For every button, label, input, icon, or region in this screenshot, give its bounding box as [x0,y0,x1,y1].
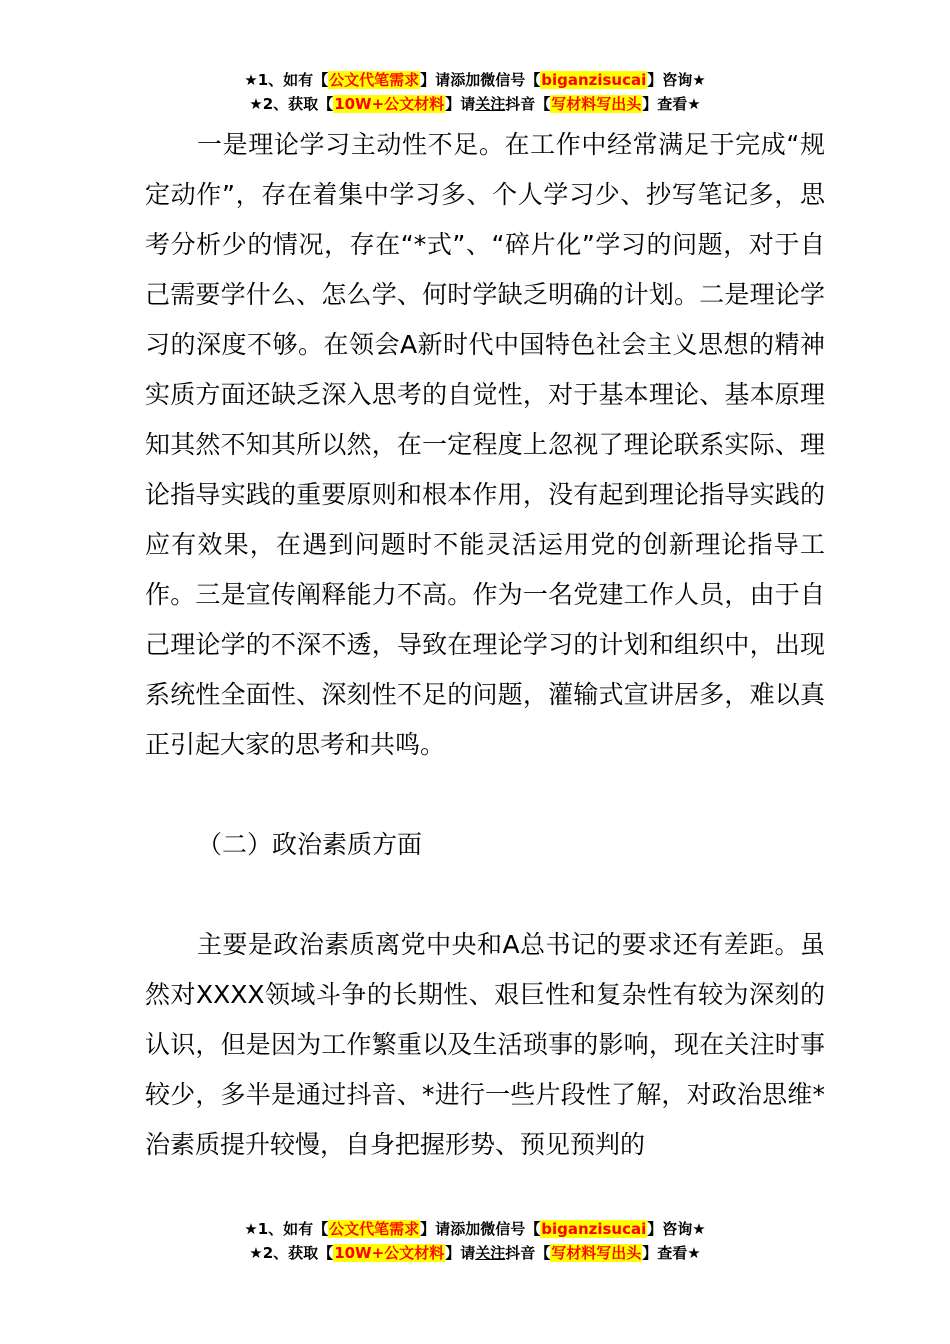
banner-text: 抖音【 [505,95,551,113]
banner-emphasis: 添加 [450,71,481,89]
banner-line-2 [0,92,950,116]
banner-line-1 [0,1217,950,1241]
banner-text: 微信号【 [480,1220,541,1238]
section-heading: （二）政治素质方面 [197,830,423,859]
banner-text: 】查看★ [642,95,701,113]
banner-text: 抖音【 [505,1244,551,1262]
banner-emphasis: 关注 [475,95,506,113]
document-body [145,120,825,1170]
banner-highlight: 公文代笔需求 [329,1220,420,1238]
banner-text: 】咨询★ [647,71,706,89]
header-banner [0,68,950,116]
banner-text: 】请 [445,95,476,113]
body-paragraph-1: 一是理论学习主动性不足。在工作中经常满足于完成“规定动作”，存在着集中学习多、个人学习少、抄写笔记多，思考分析少的情况，存在“*式”、“碎片化”学习的问题，对于自己需要学什么、怎么学、何时学缺乏明确的计划。二是理论学习的深度不够。在领会A新时代中国特色社会主义思想的精神实质方面还缺乏深入思考的自觉性，对于基本理论、基本原理知其然不知其所以然，在一定程度上忽视了理论联系实际、理论指导实践的重要原则和根本作用，没有起到理论指导实践的应有效果，在遇到问题时不能灵活运用党的创新理论指导工作。三是宣传阐释能力不高。作为一名党建工作人员，由于自己理论学的不深不透，导致在理论学习的计划和组织中，出现系统性全面性、深刻性不足的问题，灌输式宣讲居多，难以真正引起大家的思考和共鸣。 [145,130,825,759]
banner-text: 微信号【 [480,71,541,89]
banner-wechat-id: biganzisucai [541,71,647,89]
banner-highlight: 公文代笔需求 [329,71,420,89]
body-paragraph-2: 主要是政治素质离党中央和A总书记的要求还有差距。虽然对XXXX领域斗争的长期性、艰巨性和复杂性有较为深刻的认识，但是因为工作繁重以及生活琐事的影响，现在关注时事较少，多半是通过抖音、*进行一些片段性了解，对政治思维*治素质提升较慢，自身把握形势、预见预判的 [145,930,825,1159]
banner-text: ★1、如有【 [244,71,329,89]
banner-wechat-id: biganzisucai [541,1220,647,1238]
banner-douyin-id: 写材料写出头 [551,95,642,113]
banner-text: ★2、获取【 [249,95,334,113]
banner-douyin-id: 写材料写出头 [551,1244,642,1262]
banner-line-1 [0,68,950,92]
banner-text: 】请 [420,1220,451,1238]
banner-text: 】请 [420,71,451,89]
banner-text: 】查看★ [642,1244,701,1262]
banner-text: ★1、如有【 [244,1220,329,1238]
banner-emphasis: 关注 [475,1244,506,1262]
banner-text: 】咨询★ [647,1220,706,1238]
banner-highlight: 10W+公文材料 [334,1244,445,1262]
banner-text: ★2、获取【 [249,1244,334,1262]
footer-banner [0,1217,950,1265]
banner-highlight: 10W+公文材料 [334,95,445,113]
banner-line-2 [0,1241,950,1265]
banner-text: 】请 [445,1244,476,1262]
banner-emphasis: 添加 [450,1220,481,1238]
